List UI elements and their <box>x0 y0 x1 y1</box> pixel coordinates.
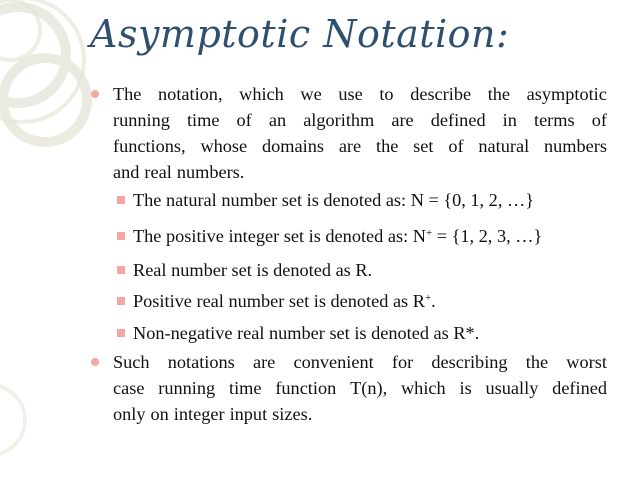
word: algorithm <box>303 110 375 130</box>
sub-item-positive-real <box>133 288 436 314</box>
decorative-rings-bottom <box>0 360 40 479</box>
word: which <box>239 84 284 104</box>
bullet1-line <box>113 107 607 133</box>
word: the <box>375 136 399 156</box>
word: sizes. <box>272 404 313 424</box>
word: terms <box>533 110 575 130</box>
word: an <box>268 110 287 130</box>
word: notations <box>167 352 235 372</box>
bullet2-line <box>113 401 607 427</box>
sub-item-text-after: . <box>431 291 436 311</box>
sub-item-text: Non-negative real number set is denoted as R*. <box>133 323 480 343</box>
word: on <box>150 404 169 424</box>
sub-item-natural <box>133 187 534 213</box>
bullet1-line <box>113 133 607 159</box>
sub-item-text: Real number set is denoted as R. <box>133 260 373 280</box>
word: defined <box>552 378 607 398</box>
word: of <box>236 110 252 130</box>
bullet1-line <box>113 81 607 107</box>
word: describing <box>431 352 508 372</box>
word: function <box>275 378 337 398</box>
bullet-dot <box>91 90 99 98</box>
word: to <box>379 84 394 104</box>
word: time <box>229 378 262 398</box>
word: set <box>413 136 434 156</box>
word: is <box>459 378 472 398</box>
word: notation, <box>158 84 223 104</box>
word: only <box>113 404 146 424</box>
word: time <box>186 110 220 130</box>
word: describe <box>410 84 472 104</box>
word: are <box>391 110 414 130</box>
sub-item-non-negative-real <box>133 320 479 346</box>
word: running <box>158 378 216 398</box>
word: integer <box>173 404 225 424</box>
word: domains <box>262 136 324 156</box>
sub-item-text-after: = {1, 2, 3, …} <box>432 226 543 246</box>
sub-bullet-square <box>117 232 125 240</box>
bullet2-line <box>113 349 607 375</box>
word: natural <box>478 136 530 156</box>
superscript: + <box>424 292 432 304</box>
word: functions, <box>113 136 186 156</box>
word: asymptotic <box>526 84 607 104</box>
word: T(n), <box>350 378 388 398</box>
word: for <box>391 352 414 372</box>
word: and <box>113 162 140 182</box>
word: worst <box>566 352 607 372</box>
slide-title: Asymptotic Notation: <box>90 12 510 56</box>
sub-item-text: The positive integer set is denoted as: N <box>133 226 426 246</box>
word: Such <box>113 352 150 372</box>
bullet1-line <box>113 159 607 185</box>
word: convenient <box>293 352 374 372</box>
word: numbers. <box>176 162 245 182</box>
sub-bullet-square <box>117 266 125 274</box>
word: The <box>113 84 142 104</box>
word: the <box>525 352 549 372</box>
word: of <box>448 136 464 156</box>
bullet2-line <box>113 375 607 401</box>
word: are <box>338 136 362 156</box>
word: we <box>300 84 322 104</box>
sub-bullet-square <box>117 329 125 337</box>
word: whose <box>200 136 248 156</box>
word: in <box>502 110 517 130</box>
word: are <box>252 352 276 372</box>
word: case <box>113 378 145 398</box>
sub-item-positive-integer <box>133 223 542 249</box>
superscript: + <box>425 227 433 239</box>
word: usually <box>485 378 539 398</box>
sub-item-text: The natural number set is denoted as: N = {0, 1, 2, …} <box>133 190 535 210</box>
word: of <box>591 110 607 130</box>
sub-bullet-square <box>117 196 125 204</box>
sub-item-text: Positive real number set is denoted as R <box>133 291 425 311</box>
sub-item-real <box>133 257 372 283</box>
word: input <box>229 404 268 424</box>
word: numbers <box>544 136 607 156</box>
word: use <box>338 84 363 104</box>
word: defined <box>430 110 486 130</box>
word: the <box>487 84 511 104</box>
bullet-dot <box>91 358 99 366</box>
word: real <box>144 162 172 182</box>
sub-bullet-square <box>117 297 125 305</box>
word: running <box>113 110 170 130</box>
word: which <box>400 378 446 398</box>
